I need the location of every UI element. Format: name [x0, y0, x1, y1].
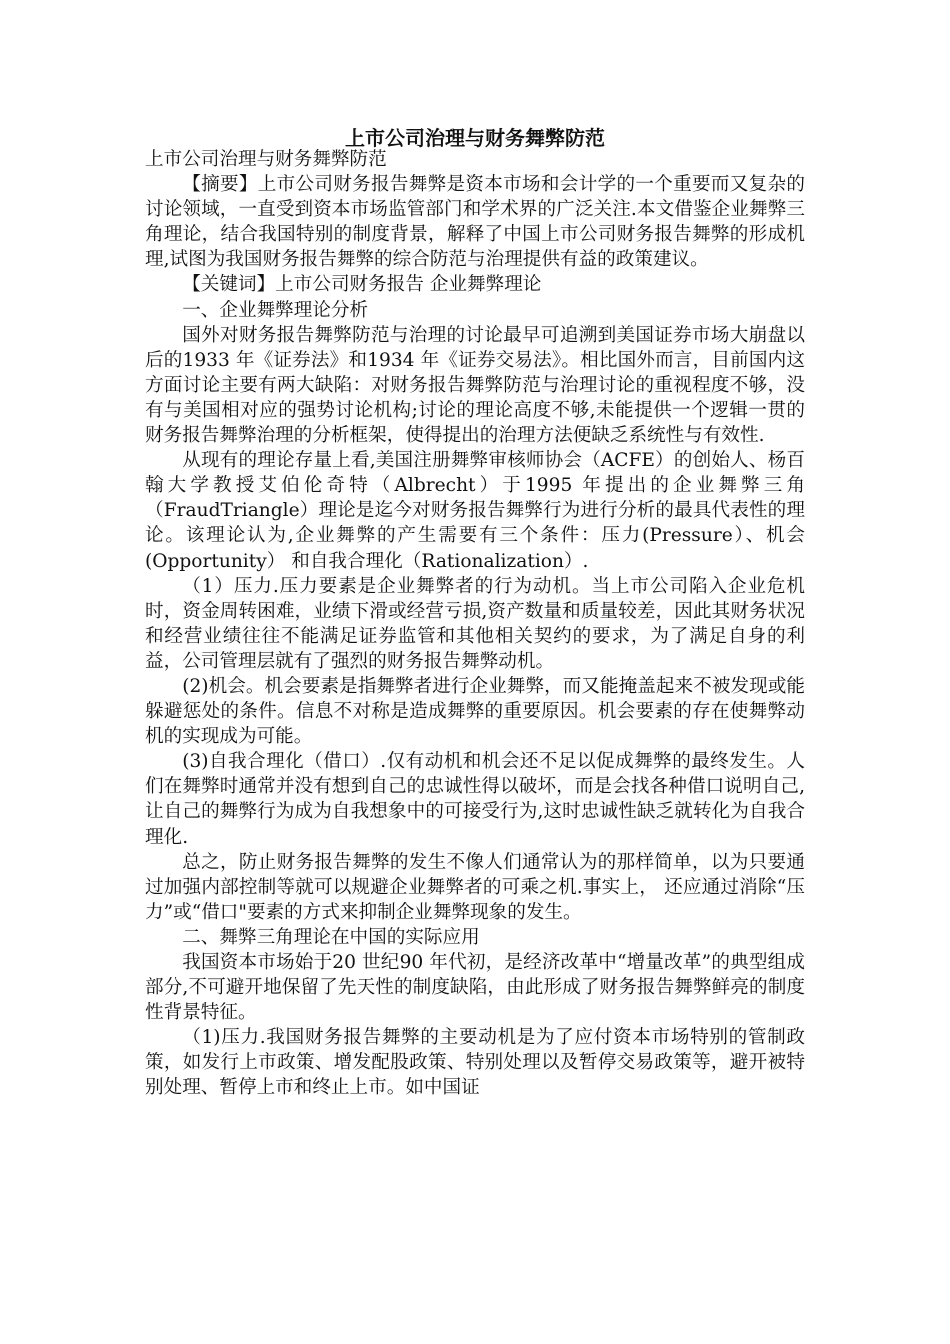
body-paragraph: （1）压力.压力要素是企业舞弊者的行为动机。当上市公司陷入企业危机时，资金周转困难，业绩下滑或经营亏损,资产数量和质量较差，因此其财务状况和经营业绩往往不能满足证券监管和其他相关契约的要求，为了满足自身的利益，公司管理层就有了强烈的财务报告舞弊动机。 [145, 575, 805, 672]
body-paragraph: 从现有的理论存量上看,美国注册舞弊审核师协会（ACFE）的创始人、杨百翰大学教授艾伯伦奇特（Albrecht）于1995 年提出的企业舞弊三角（FraudTriangle）理论是迄今对财务报告舞弊行为进行分析的最具代表性的理论。该理论认为,企业舞弊的产生需要有三个条件：压力(Pressure）、机会(Opportunity） 和自我合理化（Rationalization）. [145, 450, 805, 572]
document-body [145, 147, 805, 1101]
body-paragraph: (3)自我合理化（借口）.仅有动机和机会还不足以促成舞弊的最终发生。人们在舞弊时通常并没有想到自己的忠诚性得以破坏，而是会找各种借口说明自己,让自己的舞弊行为成为自我想象中的可接受行为,这时忠诚性缺乏就转化为自我合理化. [145, 751, 805, 848]
body-paragraph: (2)机会。机会要素是指舞弊者进行企业舞弊，而又能掩盖起来不被发现或能躲避惩处的条件。信息不对称是造成舞弊的重要原因。机会要素的存在使舞弊动机的实现成为可能。 [145, 675, 805, 748]
section-heading-2: 二、舞弊三角理论在中国的实际应用 [182, 926, 480, 948]
abstract-paragraph: 【摘要】上市公司财务报告舞弊是资本市场和会计学的一个重要而又复杂的讨论领域，一直受到资本市场监管部门和学术界的广泛关注.本文借鉴企业舞弊三角理论，结合我国特别的制度背景，解释了中国上市公司财务报告舞弊的形成机理,试图为我国财务报告舞弊的综合防范与治理提供有益的政策建议。 [145, 174, 805, 271]
body-paragraph: 国外对财务报告舞弊防范与治理的讨论最早可追溯到美国证券市场大崩盘以后的1933 年《证券法》和1934 年《证券交易法》。相比国外而言，目前国内这方面讨论主要有两大缺陷：对财务报告舞弊防范与治理讨论的重视程度不够，没有与美国相对应的强势讨论机构;讨论的理论高度不够,未能提供一个逻辑一贯的财务报告舞弊治理的分析框架，使得提出的治理方法便缺乏系统性与有效性. [145, 324, 805, 447]
document-title: 上市公司治理与财务舞弊防范 [345, 126, 605, 150]
section-heading-1: 一、企业舞弊理论分析 [182, 299, 369, 321]
document-subtitle: 上市公司治理与财务舞弊防范 [145, 149, 387, 170]
keywords-paragraph: 【关键词】上市公司财务报告 企业舞弊理论 [182, 274, 542, 296]
body-paragraph: 总之，防止财务报告舞弊的发生不像人们通常认为的那样简单，以为只要通过加强内部控制等就可以规避企业舞弊者的可乘之机.事实上， 还应通过消除“压力”或“借口"要素的方式来抑制企业舞弊现象的发生。 [145, 851, 805, 923]
body-paragraph: （1)压力.我国财务报告舞弊的主要动机是为了应付资本市场特别的管制政策，如发行上市政策、增发配股政策、特别处理以及暂停交易政策等，避开被特别处理、暂停上市和终止上市。如中国证 [145, 1027, 805, 1099]
body-paragraph: 我国资本市场始于20 世纪90 年代初，是经济改革中“增量改革”的典型组成部分,不可避开地保留了先天性的制度缺陷，由此形成了财务报告舞弊鲜亮的制度性背景特征。 [145, 952, 805, 1024]
